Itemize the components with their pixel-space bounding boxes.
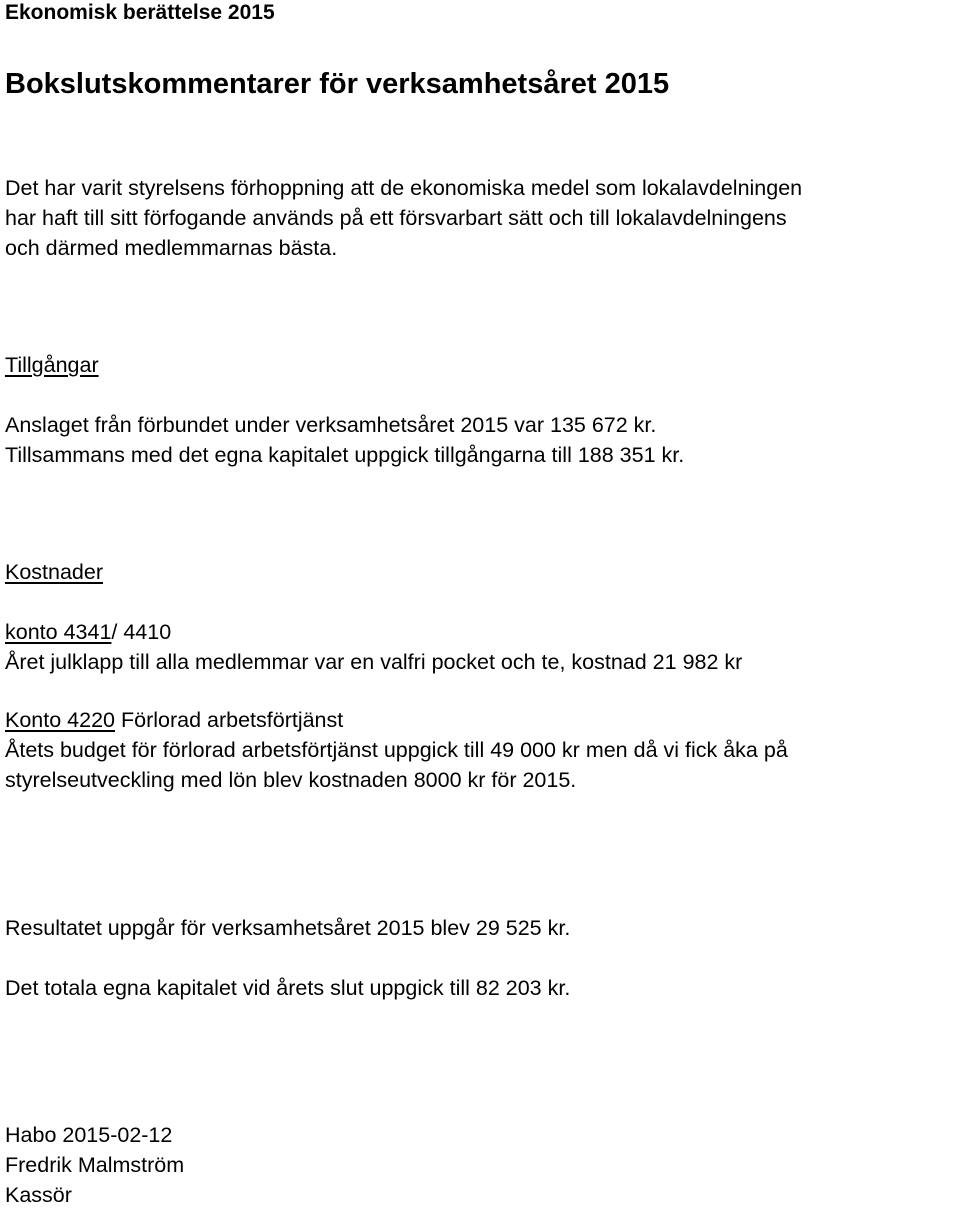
- result-line: Resultatet uppgår för verksamhetsåret 2015 blev 29 525 kr.: [5, 916, 571, 940]
- account-code: konto 4341: [5, 620, 112, 644]
- account-4220-line-1: Åtets budget för förlorad arbetsförtjänst uppgick till 49 000 kr men då vi fick åka på: [5, 738, 788, 762]
- account-4220-line-2: styrelseutveckling med lön blev kostnaden 8000 kr för 2015.: [5, 768, 577, 792]
- account-4341-text: Året julklapp till alla medlemmar var en valfri pocket och te, kostnad 21 982 kr: [5, 650, 743, 674]
- assets-line-1: Anslaget från förbundet under verksamhetsåret 2015 var 135 672 kr.: [5, 413, 657, 437]
- account-4220-label: [5, 705, 343, 735]
- assets-heading: Tillgångar: [5, 353, 99, 377]
- intro-line-3: och därmed medlemmarnas bästa.: [5, 236, 338, 260]
- account-code-rest: Förlorad arbetsförtjänst: [115, 708, 344, 732]
- intro-line-2: har haft till sitt förfogande används på ett försvarbart sätt och till lokalavdelningens: [5, 206, 787, 230]
- costs-heading: Kostnader: [5, 560, 104, 584]
- signature-place-date: Habo 2015-02-12: [5, 1123, 173, 1147]
- intro-line-1: Det har varit styrelsens förhoppning att de ekonomiska medel som lokalavdelningen: [5, 176, 803, 200]
- header-title: Ekonomisk berättelse 2015: [5, 1, 275, 24]
- equity-line: Det totala egna kapitalet vid årets slut uppgick till 82 203 kr.: [5, 976, 571, 1000]
- signature-name: Fredrik Malmström: [5, 1153, 185, 1177]
- account-code-rest: / 4410: [111, 620, 172, 644]
- signature-role: Kassör: [5, 1183, 72, 1207]
- account-code: Konto 4220: [5, 708, 115, 732]
- assets-line-2: Tillsammans med det egna kapitalet uppgick tillgångarna till 188 351 kr.: [5, 443, 685, 467]
- page-title: Bokslutskommentarer för verksamhetsåret 2015: [5, 68, 670, 100]
- account-4341-label: [5, 617, 171, 647]
